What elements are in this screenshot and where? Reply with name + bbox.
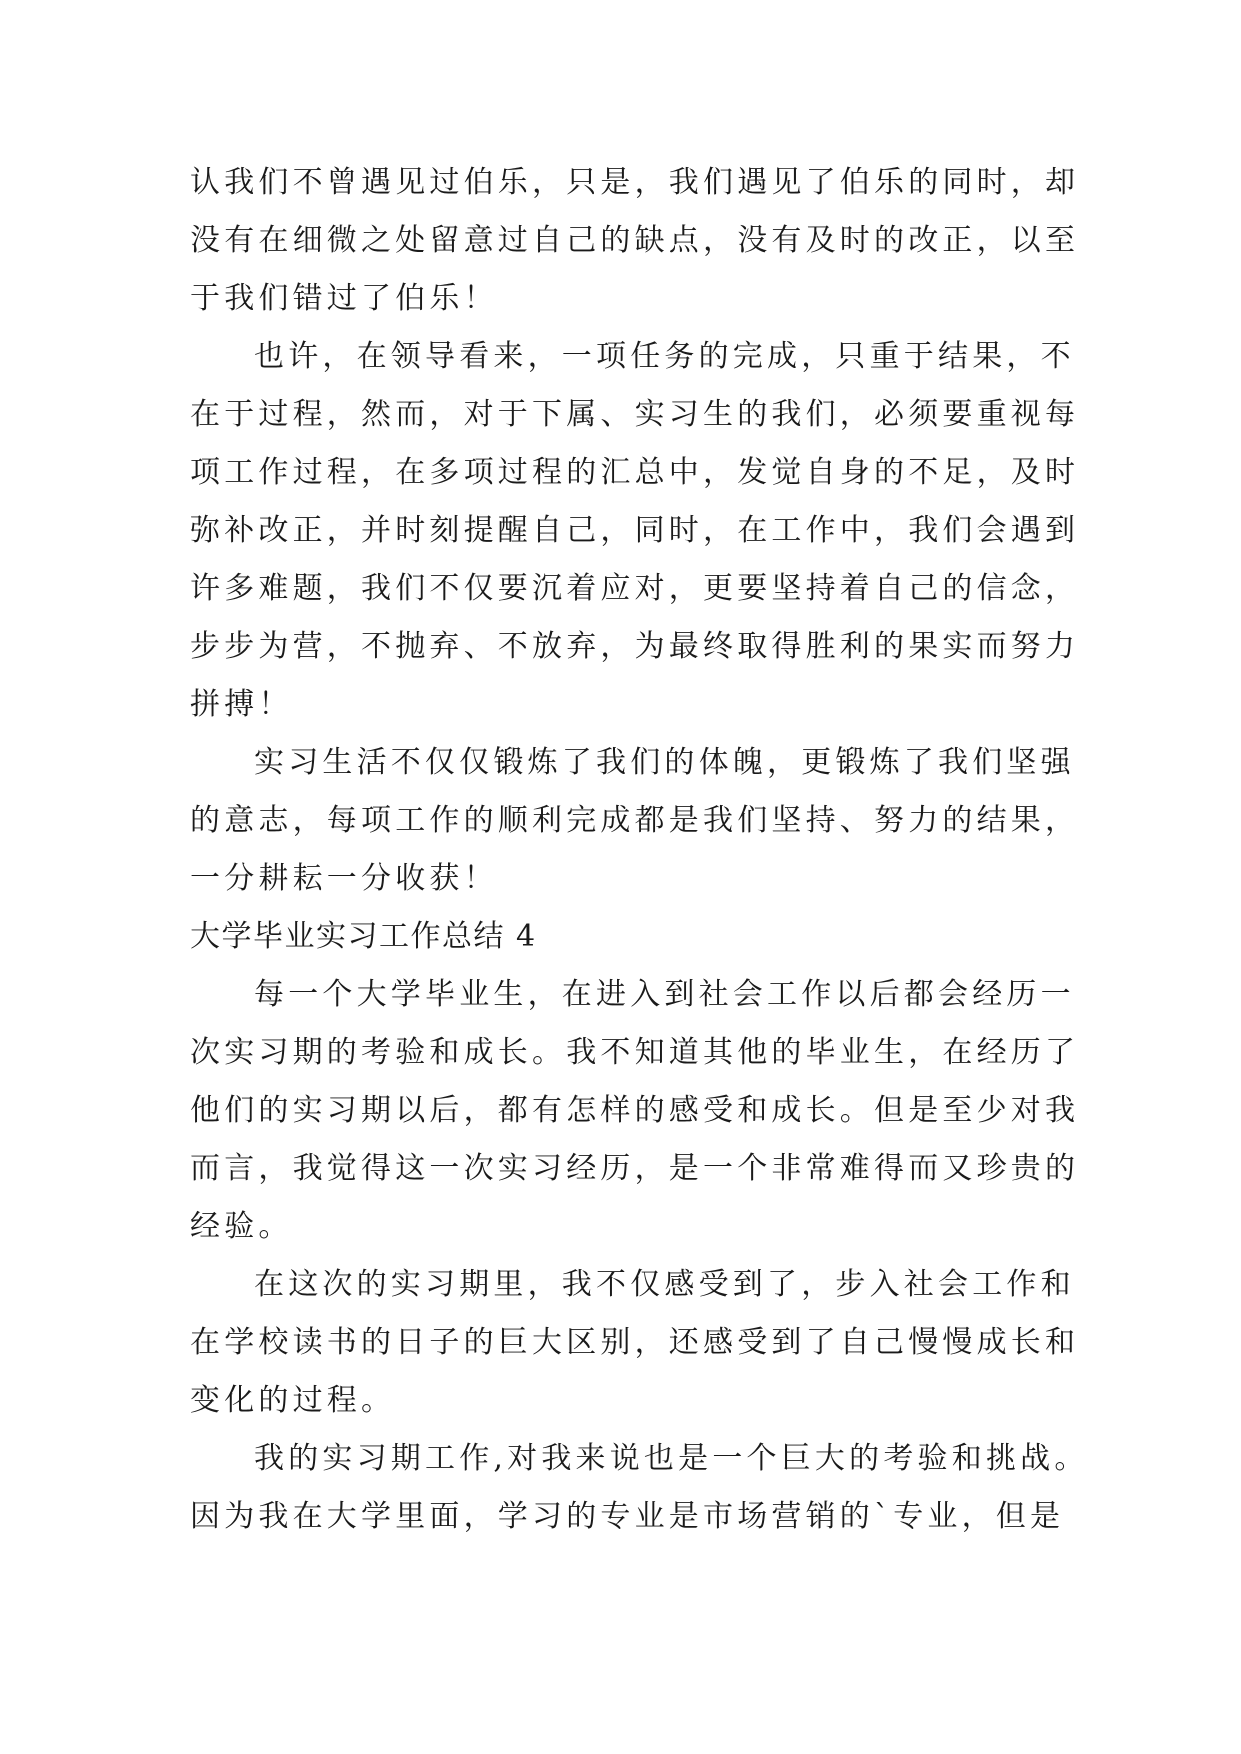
- text-line: 在于过程，然而，对于下属、实习生的我们，必须要重视每: [190, 397, 1080, 432]
- text-line: 于我们错过了伯乐！: [190, 281, 498, 316]
- text-line: 每一个大学毕业生，在进入到社会工作以后都会经历一: [254, 977, 1075, 1012]
- text-line: 实习生活不仅仅锻炼了我们的体魄，更锻炼了我们坚强: [254, 745, 1075, 780]
- text-line: 而言，我觉得这一次实习经历，是一个非常难得而又珍贵的: [190, 1151, 1080, 1186]
- text-line: 因为我在大学里面，学习的专业是市场营销的`专业，但是: [190, 1499, 1065, 1534]
- text-line: 在这次的实习期里，我不仅感受到了，步入社会工作和: [254, 1267, 1075, 1302]
- text-line: 拼搏！: [190, 687, 293, 722]
- text-line: 步步为营，不抛弃、不放弃，为最终取得胜利的果实而努力: [190, 629, 1080, 664]
- text-line: 的意志，每项工作的顺利完成都是我们坚持、努力的结果，: [190, 803, 1080, 838]
- text-line: 次实习期的考验和成长。我不知道其他的毕业生，在经历了: [190, 1035, 1080, 1070]
- text-line: 一分耕耘一分收获！: [190, 861, 498, 896]
- text-line: 弥补改正，并时刻提醒自己，同时，在工作中，我们会遇到: [190, 513, 1080, 548]
- text-line: 没有在细微之处留意过自己的缺点，没有及时的改正，以至: [190, 223, 1080, 258]
- text-line: 经验。: [190, 1209, 293, 1244]
- text-line: 项工作过程，在多项过程的汇总中，发觉自身的不足，及时: [190, 455, 1080, 490]
- text-line: 我的实习期工作,对我来说也是一个巨大的考验和挑战。: [254, 1441, 1089, 1476]
- text-line: 许多难题，我们不仅要沉着应对，更要坚持着自己的信念，: [190, 571, 1080, 606]
- text-line: 他们的实习期以后，都有怎样的感受和成长。但是至少对我: [190, 1093, 1080, 1128]
- document-body: [190, 154, 1089, 1546]
- text-line: 变化的过程。: [190, 1383, 396, 1418]
- text-line: 认我们不曾遇见过伯乐，只是，我们遇见了伯乐的同时，却: [190, 165, 1080, 200]
- text-line: 也许，在领导看来，一项任务的完成，只重于结果，不: [254, 339, 1075, 374]
- text-line: 在学校读书的日子的巨大区别，还感受到了自己慢慢成长和: [190, 1325, 1080, 1360]
- section-heading: 大学毕业实习工作总结 4: [190, 919, 537, 954]
